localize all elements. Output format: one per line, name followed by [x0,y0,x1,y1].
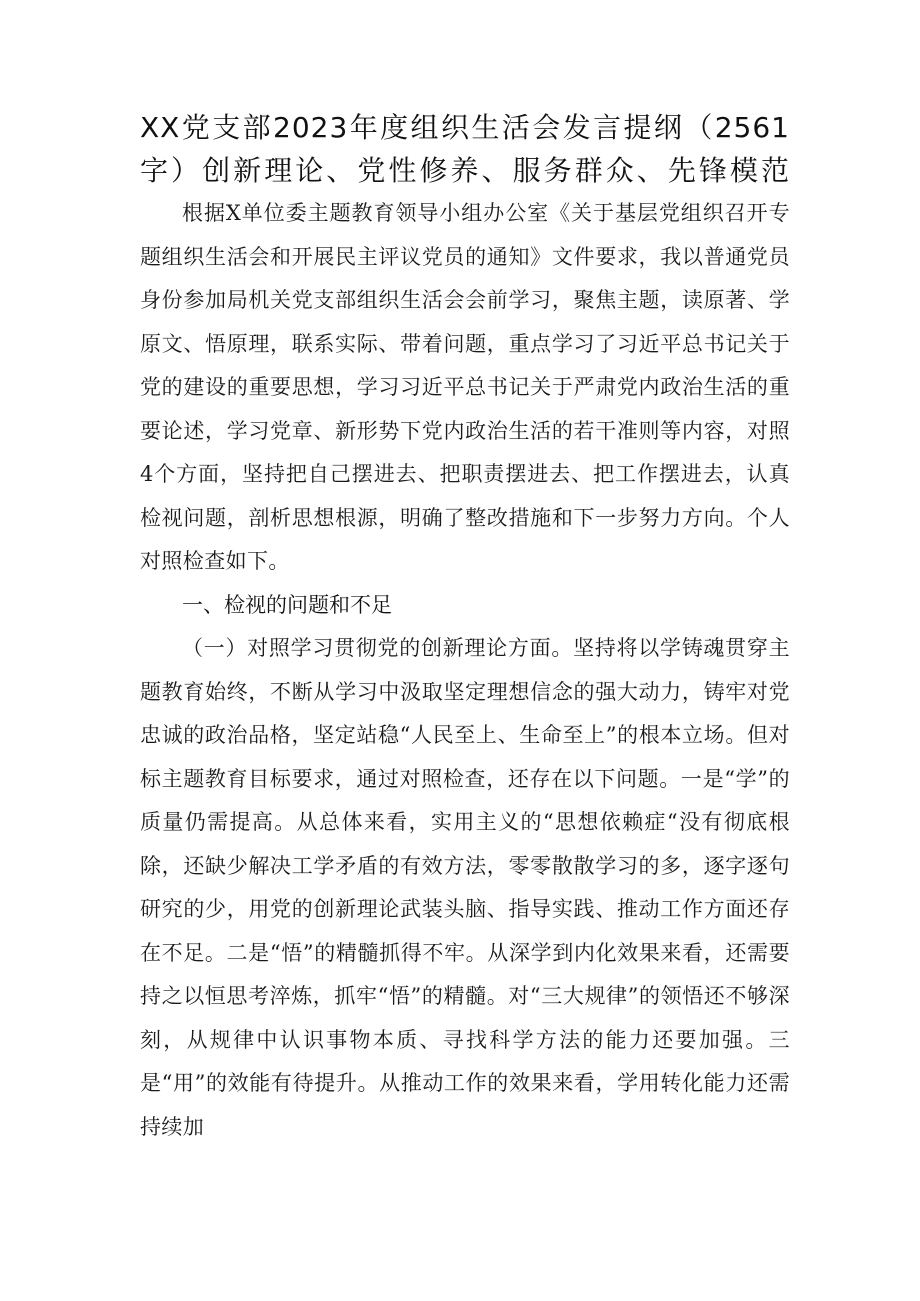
intro-paragraph: 根据X单位委主题教育领导小组办公室《关于基层党组织召开专题组织生活会和开展民主评议党员的通知》文件要求，我以普通党员身份参加局机关党支部组织生活会会前学习，聚焦主题，读原著、学原文、悟原理，联系实际、带着问题，重点学习了习近平总书记关于党的建设的重要思想，学习习近平总书记关于严肃党内政治生活的重要论述，学习党章、新形势下党内政治生活的若干准则等内容，对照4个方面，坚持把自己摆进去、把职责摆进去、把工作摆进去，认真检视问题，剖析思想根源，明确了整改措施和下一步努力方向。个人对照检查如下。 [140,201,790,573]
section-heading-1: 一、检视的问题和不足 [182,592,392,617]
document-title [140,106,790,192]
section-1-paragraph: （一）对照学习贯彻党的创新理论方面。坚持将以学铸魂贯穿主题教育始终，不断从学习中汲取坚定理想信念的强大动力，铸牢对党忠诚的政治品格，坚定站稳“人民至上、生命至上”的根本立场。但对标主题教育目标要求，通过对照检查，还存在以下问题。一是“学”的质量仍需提高。从总体来看，实用主义的“思想依赖症“没有彻底根除，还缺少解决工学矛盾的有效方法，零零散散学习的多，逐字逐句研究的少，用党的创新理论武装头脑、指导实践、推动工作方面还存在不足。二是“悟”的精髓抓得不牢。从深学到内化效果来看，还需要持之以恒思考淬炼，抓牢“悟”的精髓。对“三大规律”的领悟还不够深刻，从规律中认识事物本质、寻找科学方法的能力还要加强。三是“用”的效能有待提升。从推动工作的效果来看，学用转化能力还需持续加 [140,636,790,1139]
title-line-1: XX党支部2023年度组织生活会发言提纲（2561 [140,111,790,144]
title-line-2: 字）创新理论、党性修养、服务群众、先锋模范 [140,154,790,187]
document-page [140,106,790,1149]
